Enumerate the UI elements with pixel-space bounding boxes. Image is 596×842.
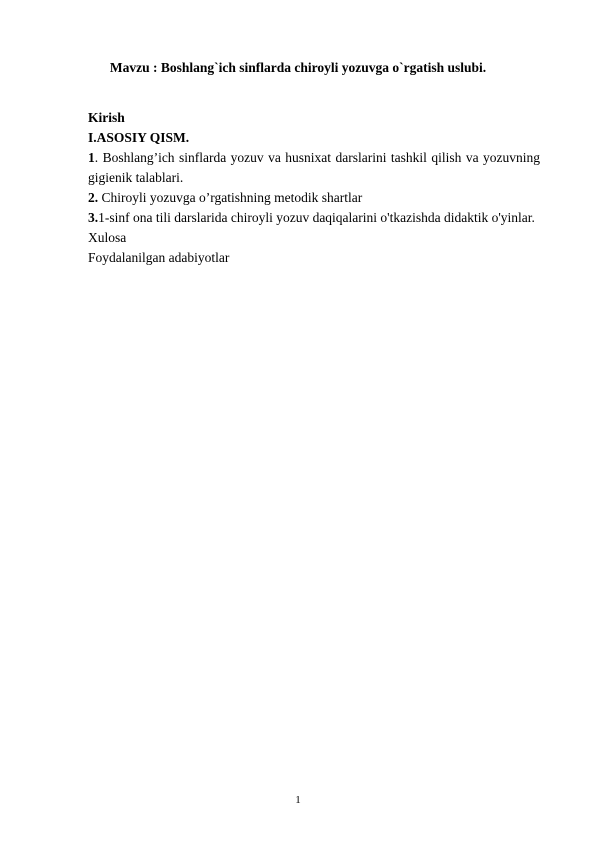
toc-main-part: I.ASOSIY QISM. [88, 130, 190, 145]
toc-references: Foydalanilgan adabiyotlar [88, 250, 230, 265]
document-title: Mavzu : Boshlang`ich sinflarda chiroyli yozuvga o`rgatish uslubi. [109, 60, 487, 75]
toc-item-3-number: 3. [88, 210, 99, 225]
toc-item-2-number: 2. [88, 190, 99, 205]
page-number: 1 [295, 794, 301, 806]
toc-item-3 [88, 208, 540, 228]
toc-item-2-text: Chiroyli yozuvga o’rgatishning metodik shartlar [98, 190, 363, 205]
toc-item-2 [88, 188, 540, 208]
toc-intro: Kirish [88, 110, 125, 125]
toc-item-3-text: 1-sinf ona tili darslarida chiroyli yozuv daqiqalarini o'tkazishda didaktik o'yinlar. [98, 210, 535, 225]
toc-item-1-number: 1 [88, 150, 95, 165]
toc-item-1-text: . Boshlang’ich sinflarda yozuv va husnixat darslarini tashkil qilish va yozuvning gigienik talablari. [88, 150, 540, 185]
toc-item-1 [88, 148, 540, 188]
table-of-contents [88, 108, 540, 268]
toc-conclusion: Xulosa [88, 230, 127, 245]
